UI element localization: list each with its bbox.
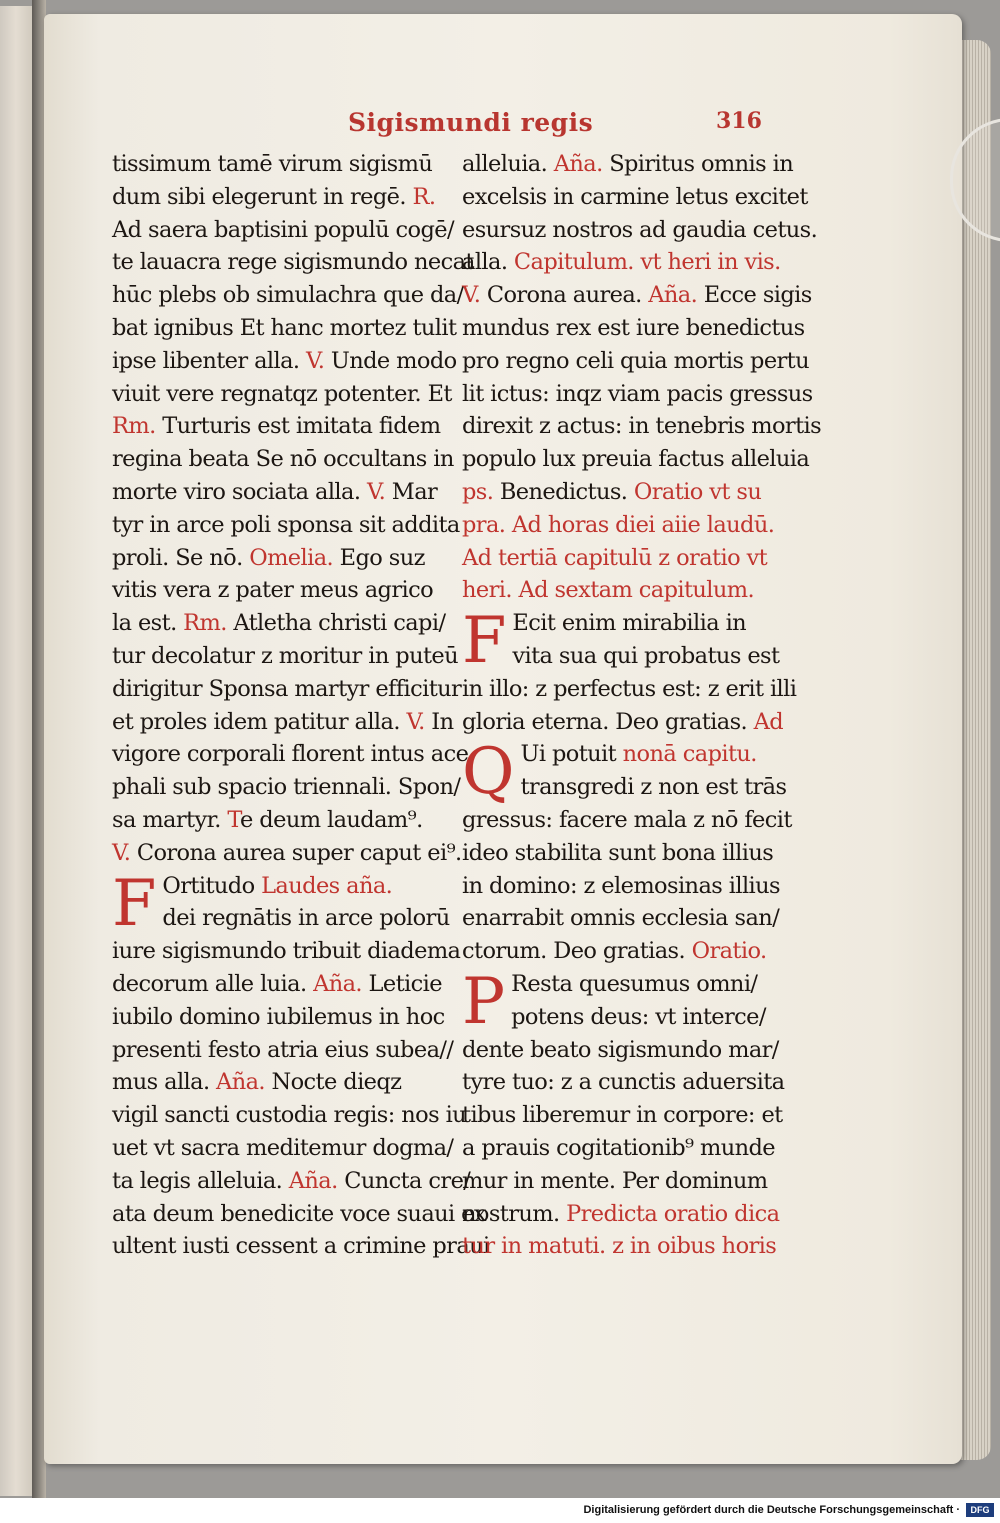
text-line xyxy=(112,1066,457,1099)
text-line xyxy=(462,771,812,804)
initial-block xyxy=(112,870,457,936)
text-line xyxy=(462,1132,812,1165)
drop-initial: Q xyxy=(462,738,515,804)
text-line xyxy=(112,542,457,575)
text-line xyxy=(112,1230,490,1263)
rubric-text: nonā capitu. xyxy=(622,741,757,768)
text-line xyxy=(462,935,812,968)
body-text: Ad saera baptisini populū cogē/ xyxy=(112,216,454,243)
body-text: Cuncta cre/ xyxy=(344,1167,471,1194)
text-line xyxy=(462,542,812,575)
rubric-text: Omelia. xyxy=(242,544,340,571)
body-text: Unde modo xyxy=(330,347,457,374)
text-line xyxy=(462,443,812,476)
dfg-logo: DFG xyxy=(966,1503,994,1517)
text-line xyxy=(112,1198,486,1231)
body-text: e deum laudam⁹. xyxy=(240,806,423,833)
text-line xyxy=(462,837,812,870)
text-line xyxy=(112,673,462,706)
rubric-text: Ad tertiā capitulū z oratio vt xyxy=(462,544,768,571)
text-line xyxy=(112,410,457,443)
body-text: populo lux preuia factus alleluia xyxy=(462,446,810,473)
text-line xyxy=(112,181,457,214)
rubric-text: tur in matuti. z in oibus horis xyxy=(462,1233,777,1260)
text-line xyxy=(112,148,457,181)
text-line xyxy=(462,1034,812,1067)
rubric-text: Aña. xyxy=(306,970,369,997)
rubric-text: Aña. xyxy=(209,1069,272,1096)
body-text: tyre tuo: z a cunctis aduersita xyxy=(462,1069,785,1096)
rubric-text: heri. Ad sextam capitulum. xyxy=(462,577,755,604)
text-line xyxy=(462,1165,812,1198)
text-line xyxy=(112,443,457,476)
rubric-text: Predicta oratio dica xyxy=(559,1200,780,1227)
rubric-text: Rm. xyxy=(176,610,234,637)
body-text: ideo stabilita sunt bona illius xyxy=(462,839,774,866)
text-line xyxy=(462,607,812,640)
body-text: vitis vera z pater meus agrico xyxy=(112,577,434,604)
text-line xyxy=(462,181,812,214)
body-text: tur decolatur z moritur in puteū xyxy=(112,642,459,669)
rubric-text: V. xyxy=(360,478,392,505)
body-text: ipse libenter alla. xyxy=(112,347,300,374)
body-text: phali sub spacio triennali. Spon/ xyxy=(112,774,461,801)
text-line xyxy=(112,902,457,935)
text-line xyxy=(112,935,461,968)
text-line xyxy=(112,345,457,378)
text-line xyxy=(462,968,812,1001)
body-text: tissimum tamē virum sigismū xyxy=(112,151,433,177)
body-text: gressus: facere mala z nō fecit xyxy=(462,806,792,833)
text-line xyxy=(462,148,812,181)
running-head: Sigismundi regis xyxy=(348,108,594,137)
text-line xyxy=(112,738,469,771)
body-text: ultent iusti cessent a crimine praui xyxy=(112,1233,490,1260)
rubric-text: R. xyxy=(405,183,436,210)
text-line xyxy=(462,1066,812,1099)
text-line xyxy=(462,1230,812,1263)
text-line xyxy=(462,804,812,837)
body-text: dei regnātis in arce polorū xyxy=(162,905,450,932)
text-line xyxy=(112,640,457,673)
text-line xyxy=(112,1132,457,1165)
body-text: ta legis alleluia. xyxy=(112,1167,283,1194)
body-text: mur in mente. Per dominum xyxy=(462,1167,768,1194)
body-text: Ui potuit xyxy=(520,741,623,768)
body-text: presenti festo atria eius subea// xyxy=(112,1036,454,1063)
text-line xyxy=(112,574,457,607)
text-line xyxy=(462,246,812,279)
rubric-text: T xyxy=(220,806,241,833)
text-line xyxy=(462,1099,812,1132)
body-text: esursuz nostros ad gaudia cetus. xyxy=(462,216,818,243)
body-text: excelsis in carmine letus excitet xyxy=(462,183,808,210)
rubric-text: V. xyxy=(399,708,432,735)
body-text: In xyxy=(431,708,454,735)
body-text: Atletha christi capi/ xyxy=(233,610,446,637)
body-text: enarrabit omnis ecclesia san/ xyxy=(462,905,780,932)
text-line xyxy=(462,1001,812,1034)
text-line xyxy=(462,378,812,411)
body-text: mundus rex est iure benedictus xyxy=(462,314,805,341)
text-line xyxy=(462,902,812,935)
rubric-text: Laudes aña. xyxy=(261,872,393,899)
text-line xyxy=(112,837,462,870)
rubric-text: Ad xyxy=(747,708,784,735)
body-text: Ecit enim mirabilia in xyxy=(512,610,747,637)
text-line xyxy=(112,804,457,837)
rubric-text: Aña. xyxy=(282,1167,345,1194)
text-line xyxy=(112,214,457,247)
text-line xyxy=(462,640,812,673)
body-text: potens deus: vt interce/ xyxy=(511,1003,766,1030)
text-line xyxy=(112,1034,457,1067)
text-line xyxy=(112,870,457,903)
drop-initial: F xyxy=(112,869,157,936)
rubric-text: Aña. xyxy=(641,282,704,309)
body-text: ctorum. Deo gratias. xyxy=(462,938,686,965)
body-text: Ecce sigis xyxy=(703,282,812,309)
initial-block xyxy=(462,607,812,705)
left-text-column xyxy=(112,148,490,1263)
text-line xyxy=(112,1001,457,1034)
text-line xyxy=(112,771,461,804)
initial-block xyxy=(462,968,812,1034)
body-text: decorum alle luia. xyxy=(112,970,307,997)
credit-text: Digitalisierung gefördert durch die Deutsche Forschungsgemeinschaft · xyxy=(583,1504,960,1516)
body-text: ata deum benedicite voce suaui ex xyxy=(112,1200,486,1227)
folio-number: 316 xyxy=(716,108,762,134)
body-text: gloria eterna. Deo gratias. xyxy=(462,708,748,735)
body-text: vita sua qui probatus est xyxy=(512,642,780,669)
body-text: sa martyr. xyxy=(112,806,221,833)
rubric-text: Capitulum. vt heri in vis. xyxy=(507,249,781,276)
text-line xyxy=(462,1198,812,1231)
body-text: Turturis est imitata fidem xyxy=(162,413,441,440)
text-line xyxy=(462,574,812,607)
text-line xyxy=(112,476,457,509)
body-text: Benedictus. xyxy=(499,478,628,505)
text-line xyxy=(112,968,457,1001)
text-line xyxy=(112,378,457,411)
text-line xyxy=(112,1099,467,1132)
body-text: Corona aurea. xyxy=(486,282,642,309)
text-line xyxy=(112,706,457,739)
body-text: iubilo domino iubilemus in hoc xyxy=(112,1003,445,1030)
rubric-text: Aña. xyxy=(547,151,610,177)
text-line xyxy=(112,509,460,542)
rubric-text: Oratio vt su xyxy=(627,478,762,505)
rubric-text: V. xyxy=(112,839,137,866)
body-text: Spiritus omnis in xyxy=(609,151,794,177)
body-text: proli. Se nō. xyxy=(112,544,243,571)
body-text: dirigitur Sponsa martyr efficitur xyxy=(112,675,462,702)
body-text: et proles idem patitur alla. xyxy=(112,708,400,735)
credit-bar xyxy=(0,1498,1000,1523)
body-text: mus alla. xyxy=(112,1069,210,1096)
initial-block xyxy=(462,738,812,804)
text-line xyxy=(462,214,818,247)
body-text: iure sigismundo tribuit diadema xyxy=(112,938,461,965)
text-line xyxy=(112,1165,471,1198)
rubric-text: pra. Ad horas diei aiie laudū. xyxy=(462,511,775,538)
body-text: dum sibi elegerunt in regē. xyxy=(112,183,406,210)
body-text: Ego suz xyxy=(339,544,425,571)
body-text: Corona aurea super caput ei⁹. xyxy=(136,839,462,866)
text-line xyxy=(462,706,812,739)
body-text: regina beata Se nō occultans in xyxy=(112,446,454,473)
text-line xyxy=(112,607,457,640)
page-header xyxy=(0,108,1000,140)
body-text: Nocte dieqz xyxy=(271,1069,402,1096)
body-text: in illo: z perfectus est: z erit illi xyxy=(462,675,797,702)
body-text: vigore corporali florent intus ace xyxy=(112,741,469,768)
body-text: bat ignibus Et hanc mortez tulit xyxy=(112,314,457,341)
drop-initial: P xyxy=(462,967,506,1034)
drop-initial: F xyxy=(462,607,507,679)
text-line xyxy=(462,509,812,542)
text-line xyxy=(462,476,812,509)
body-text: lit ictus: inqz viam pacis gressus xyxy=(462,380,813,407)
body-text: alleluia. xyxy=(462,151,548,177)
body-text: tyr in arce poli sponsa sit addita xyxy=(112,511,460,538)
body-text: uet vt sacra meditemur dogma/ xyxy=(112,1134,454,1161)
rubric-text: Oratio. xyxy=(685,938,767,965)
body-text: morte viro sociata alla. xyxy=(112,478,361,505)
body-text: te lauacra rege sigismundo necat xyxy=(112,249,474,276)
right-text-column xyxy=(462,148,822,1263)
rubric-text: ps. xyxy=(462,478,500,505)
body-text: alla. xyxy=(462,249,508,276)
text-line xyxy=(462,738,812,771)
body-text: viuit vere regnatqz potenter. Et xyxy=(112,380,452,407)
body-text: transgredi z non est trās xyxy=(520,774,787,801)
rubric-text: Rm. xyxy=(112,413,163,440)
body-text: tibus liberemur in corpore: et xyxy=(462,1102,783,1129)
body-text: dente beato sigismundo mar/ xyxy=(462,1036,779,1063)
body-text: Ortitudo xyxy=(162,872,262,899)
body-text: nostrum. xyxy=(462,1200,560,1227)
body-text: hūc plebs ob simulachra que da/ xyxy=(112,282,464,309)
body-text: direxit z actus: in tenebris mortis xyxy=(462,413,822,440)
text-line xyxy=(462,673,812,706)
body-text: in domino: z elemosinas illius xyxy=(462,872,780,899)
body-text: Leticie xyxy=(368,970,442,997)
text-line xyxy=(462,870,812,903)
text-line xyxy=(462,345,812,378)
text-line xyxy=(462,410,822,443)
text-line xyxy=(112,279,464,312)
text-line xyxy=(112,246,474,279)
text-line xyxy=(112,312,457,345)
body-text: Mar xyxy=(391,478,438,505)
text-line xyxy=(462,279,812,312)
body-text: a prauis cogitationib⁹ munde xyxy=(462,1134,776,1161)
body-text: la est. xyxy=(112,610,177,637)
body-text: vigil sancti custodia regis: nos iu xyxy=(112,1102,467,1129)
rubric-text: V. xyxy=(462,282,487,309)
body-text: Resta quesumus omni/ xyxy=(511,970,758,997)
rubric-text: V. xyxy=(299,347,331,374)
body-text: pro regno celi quia mortis pertu xyxy=(462,347,810,374)
text-line xyxy=(462,312,812,345)
